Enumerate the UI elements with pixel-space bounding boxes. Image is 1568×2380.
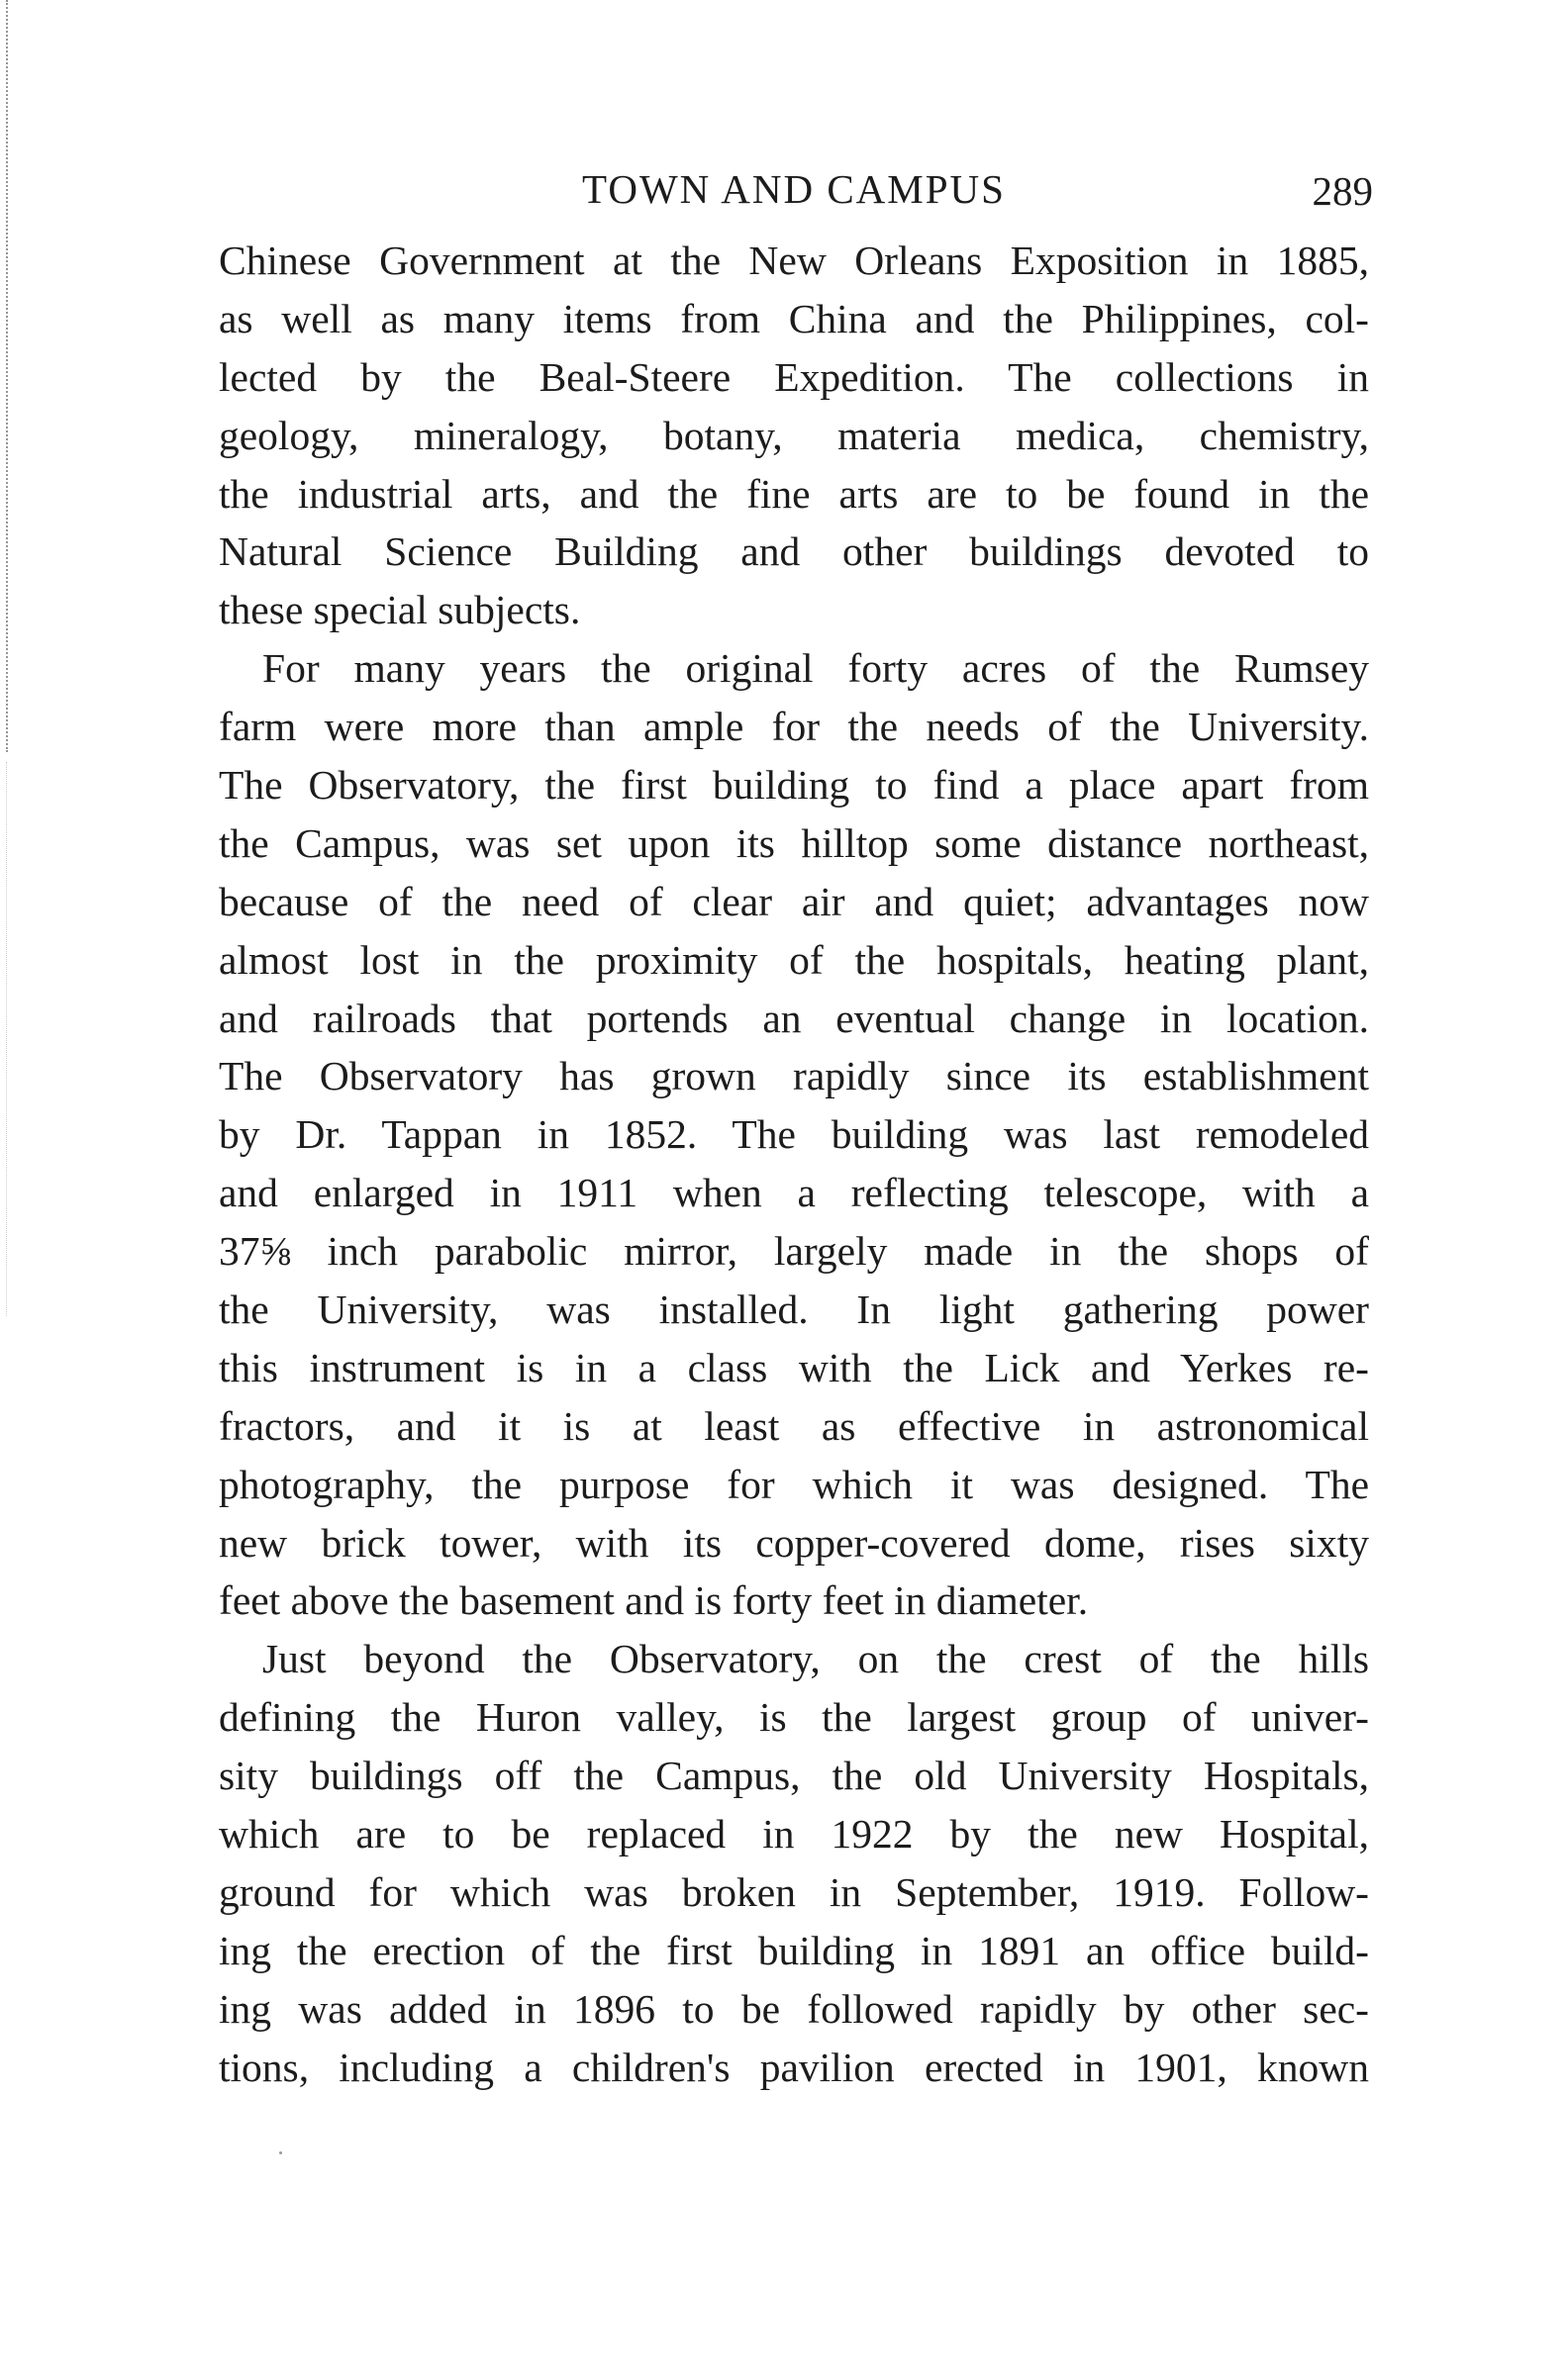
text-line: new brick tower, with its copper-covered dome, rises sixty: [219, 1519, 1369, 1566]
text-line: sity buildings off the Campus, the old University Hospitals,: [219, 1753, 1369, 1799]
text-line: the Campus, was set upon its hilltop some distance northeast,: [219, 819, 1369, 866]
text-line: almost lost in the proximity of the hospitals, heating plant,: [219, 936, 1369, 983]
book-page: [219, 148, 1373, 2097]
text-line: farm were more than ample for the needs of the University.: [219, 704, 1369, 750]
text-line: 37⅝ inch parabolic mirror, largely made in the shops of: [219, 1228, 1369, 1275]
body-text: [219, 232, 1369, 2097]
running-head: [219, 148, 1373, 228]
text-line: Chinese Government at the New Orleans Exposition in 1885,: [219, 238, 1369, 283]
scan-edge-artifact-lower: [6, 762, 9, 1316]
text-line: because of the need of clear air and quiet; advantages now: [219, 878, 1369, 924]
scan-speck: [279, 2151, 282, 2154]
text-line: geology, mineralogy, botany, materia medica, chemistry,: [219, 412, 1369, 458]
text-line: lected by the Beal-Steere Expedition. The collections in: [219, 353, 1369, 400]
text-line: tions, including a children's pavilion erected in 1901, known: [219, 2044, 1369, 2090]
text-line: and enlarged in 1911 when a reflecting telescope, with a: [219, 1170, 1369, 1216]
text-line: ground for which was broken in September, 1919. Follow-: [219, 1868, 1369, 1915]
paragraph-start-line: For many years the original forty acres of the Rumsey: [262, 645, 1369, 692]
text-line: The Observatory, the first building to find a place apart from: [219, 762, 1369, 809]
text-line: Natural Science Building and other buildings devoted to: [219, 528, 1369, 575]
text-line: by Dr. Tappan in 1852. The building was last remodeled: [219, 1111, 1369, 1158]
scan-edge-artifact: [6, 0, 10, 752]
text-line: defining the Huron valley, is the largest group of univer-: [219, 1694, 1369, 1741]
paragraph-start-line: Just beyond the Observatory, on the crest of the hills: [262, 1636, 1369, 1682]
text-line: The Observatory has grown rapidly since its establishment: [219, 1053, 1369, 1099]
text-line: and railroads that portends an eventual change in location.: [219, 995, 1369, 1041]
running-title: TOWN AND CAMPUS: [582, 166, 1006, 212]
page-number: 289: [1312, 168, 1373, 214]
text-line: these special subjects.: [219, 587, 581, 633]
text-line: feet above the basement and is forty feet in diameter.: [219, 1577, 1089, 1624]
text-line: which are to be replaced in 1922 by the new Hospital,: [219, 1811, 1369, 1857]
text-line: ing the erection of the first building in 1891 an office build-: [219, 1927, 1369, 1973]
text-line: photography, the purpose for which it was designed. The: [219, 1461, 1369, 1507]
text-line: the University, was installed. In light gathering power: [219, 1286, 1369, 1333]
text-line: this instrument is in a class with the Lick and Yerkes re-: [219, 1344, 1369, 1390]
text-line: the industrial arts, and the fine arts are to be found in the: [219, 470, 1369, 517]
text-line: ing was added in 1896 to be followed rapidly by other sec-: [219, 1985, 1369, 2032]
text-line: fractors, and it is at least as effective in astronomical: [219, 1402, 1369, 1449]
text-line: as well as many items from China and the Philippines, col-: [219, 295, 1369, 341]
